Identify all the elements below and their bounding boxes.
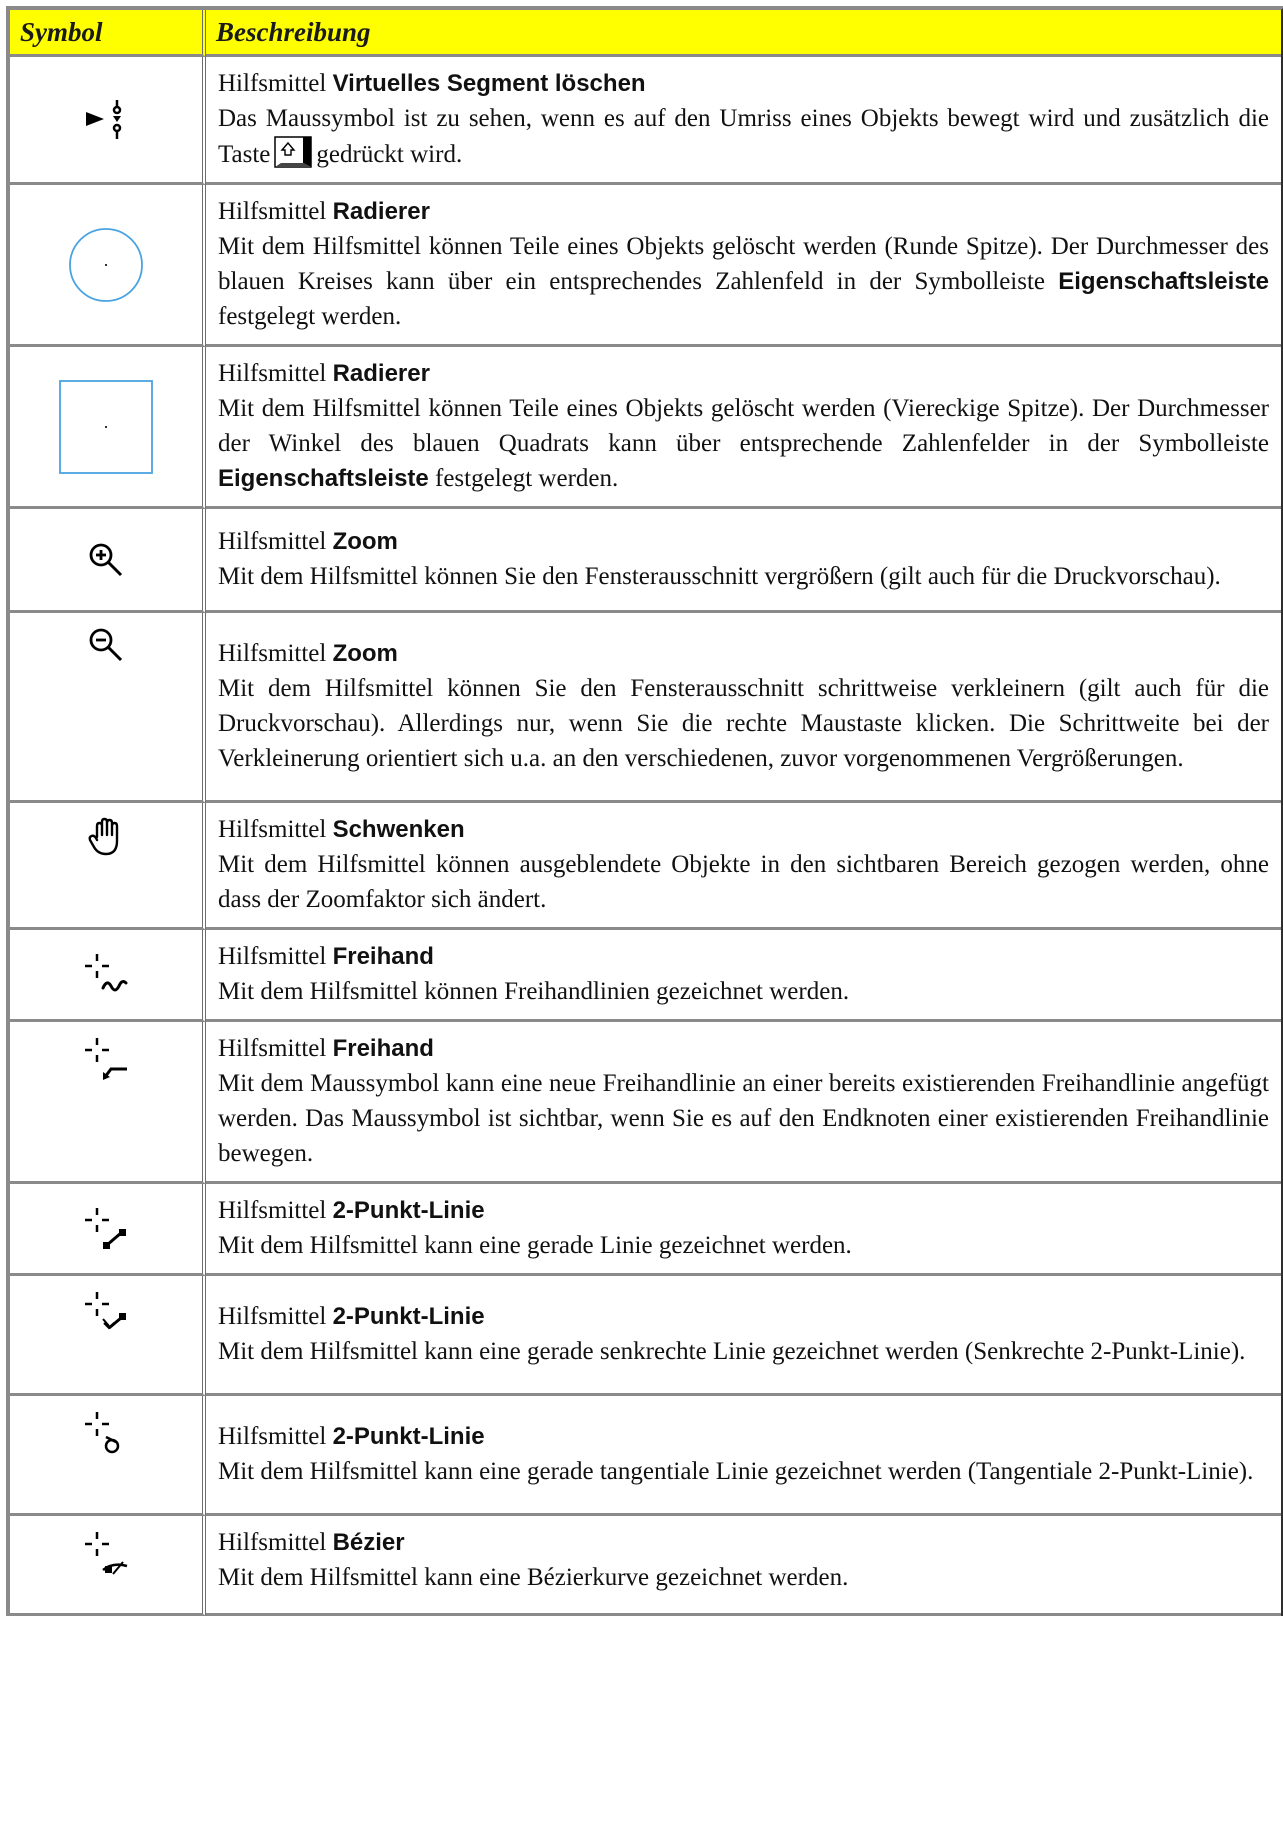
description-text: Mit dem Hilfsmittel können Teile eines Objekts gelöscht werden (Runde Spitze). Der Durchmesser des blauen Kreises kann über ein entsprechendes Zahlenfeld in der Symbolleiste xyxy=(218,233,1269,295)
description-text: Mit dem Hilfsmittel können ausgeblendete Objekte in den sichtbaren Bereich gezogen werden, ohne dass der Zoomfaktor sich ändert. xyxy=(218,851,1269,913)
tool-name: Virtuelles Segment löschen xyxy=(332,70,646,97)
tool-name: Freihand xyxy=(332,1035,434,1062)
tool-name: 2-Punkt-Linie xyxy=(332,1197,485,1224)
symbol-cell xyxy=(10,1516,206,1616)
table-row xyxy=(10,1276,1281,1396)
description-cell xyxy=(206,1276,1281,1396)
symbol-cell xyxy=(10,347,206,509)
symbol-cell xyxy=(10,1184,206,1276)
tool-name: 2-Punkt-Linie xyxy=(332,1303,485,1330)
description-text-end: festgelegt werden. xyxy=(435,465,619,492)
symbol-cell xyxy=(10,1396,206,1516)
description-cell xyxy=(206,1516,1281,1616)
symbol-cell xyxy=(10,613,206,803)
description-text: Mit dem Hilfsmittel kann eine gerade Linie gezeichnet werden. xyxy=(218,1232,852,1259)
tool-prefix: Hilfsmittel xyxy=(218,1303,327,1330)
tool-name: Zoom xyxy=(332,528,398,555)
delete-virtual-segment-cursor-icon xyxy=(84,98,128,142)
tool-prefix: Hilfsmittel xyxy=(218,1423,327,1450)
header-description: Beschreibung xyxy=(206,10,1281,57)
tool-prefix: Hilfsmittel xyxy=(218,198,327,225)
two-point-line-cursor-icon xyxy=(83,1206,129,1252)
tool-name: Radierer xyxy=(332,360,430,387)
description-text-end: festgelegt werden. xyxy=(218,303,402,330)
table-row xyxy=(10,57,1281,185)
symbol-cell xyxy=(10,509,206,613)
table-row xyxy=(10,613,1281,803)
tool-name: 2-Punkt-Linie xyxy=(332,1423,485,1450)
table-row xyxy=(10,185,1281,347)
description-cell xyxy=(206,803,1281,930)
tool-prefix: Hilfsmittel xyxy=(218,943,327,970)
tool-name: Freihand xyxy=(332,943,434,970)
table-row xyxy=(10,1022,1281,1184)
tool-prefix: Hilfsmittel xyxy=(218,528,327,555)
toolbar-keyword: Eigenschaftsleiste xyxy=(218,465,429,492)
toolbar-keyword: Eigenschaftsleiste xyxy=(1058,268,1269,295)
shift-key-icon xyxy=(274,136,312,168)
table-row xyxy=(10,930,1281,1022)
description-text: Das Maussymbol ist zu sehen, wenn es auf den Umriss eines Objekts bewegt wird und zusätzlich die Taste xyxy=(218,105,1269,168)
tool-prefix: Hilfsmittel xyxy=(218,1035,327,1062)
zoom-out-icon xyxy=(88,627,124,663)
description-text: Mit dem Hilfsmittel können Freihandlinien gezeichnet werden. xyxy=(218,978,850,1005)
description-text-end: gedrückt wird. xyxy=(316,141,463,168)
cursor-symbol-table xyxy=(6,6,1283,1616)
description-text: Mit dem Hilfsmittel kann eine Bézierkurve gezeichnet werden. xyxy=(218,1564,849,1591)
description-cell xyxy=(206,347,1281,509)
symbol-cell xyxy=(10,1022,206,1184)
pan-hand-icon xyxy=(87,817,125,857)
tool-prefix: Hilfsmittel xyxy=(218,360,327,387)
description-cell xyxy=(206,1022,1281,1184)
round-eraser-cursor-icon xyxy=(66,225,146,305)
tool-prefix: Hilfsmittel xyxy=(218,1529,327,1556)
table-row xyxy=(10,509,1281,613)
tangent-line-cursor-icon xyxy=(83,1410,129,1456)
table-header-row xyxy=(10,10,1281,57)
symbol-cell xyxy=(10,185,206,347)
symbol-cell xyxy=(10,803,206,930)
tool-prefix: Hilfsmittel xyxy=(218,640,327,667)
symbol-cell xyxy=(10,1276,206,1396)
description-text: Mit dem Maussymbol kann eine neue Freihandlinie an einer bereits existierenden Freihandlinie angefügt werden. Das Maussymbol ist sichtbar, wenn Sie es auf den Endknoten einer existierenden Freihandlinie bewegen. xyxy=(218,1070,1269,1167)
description-cell xyxy=(206,57,1281,185)
description-cell xyxy=(206,1396,1281,1516)
description-cell xyxy=(206,613,1281,803)
tool-name: Radierer xyxy=(332,198,430,225)
description-cell xyxy=(206,930,1281,1022)
table-row xyxy=(10,1184,1281,1276)
description-text: Mit dem Hilfsmittel können Teile eines Objekts gelöscht werden (Viereckige Spitze). Der Durchmesser der Winkel des blauen Quadrats kann über entsprechende Zahlenfelder in der Symbolleiste xyxy=(218,395,1269,457)
tool-name: Schwenken xyxy=(332,816,465,843)
tool-prefix: Hilfsmittel xyxy=(218,1197,327,1224)
zoom-in-icon xyxy=(88,542,124,578)
tool-prefix: Hilfsmittel xyxy=(218,816,327,843)
description-cell xyxy=(206,1184,1281,1276)
table-row xyxy=(10,1516,1281,1616)
freehand-append-cursor-icon xyxy=(83,1036,129,1082)
square-eraser-cursor-icon xyxy=(58,379,154,475)
tool-name: Zoom xyxy=(332,640,398,667)
freehand-cursor-icon xyxy=(83,952,129,998)
tool-name: Bézier xyxy=(332,1529,405,1556)
description-cell xyxy=(206,185,1281,347)
symbol-cell xyxy=(10,57,206,185)
description-text: Mit dem Hilfsmittel können Sie den Fensterausschnitt vergrößern (gilt auch für die Druckvorschau). xyxy=(218,563,1221,590)
table-row xyxy=(10,1396,1281,1516)
tool-prefix: Hilfsmittel xyxy=(218,70,327,97)
perpendicular-line-cursor-icon xyxy=(83,1290,129,1336)
description-text: Mit dem Hilfsmittel kann eine gerade tangentiale Linie gezeichnet werden (Tangentiale 2-Punkt-Linie). xyxy=(218,1458,1254,1485)
table-row xyxy=(10,803,1281,930)
bezier-cursor-icon xyxy=(83,1530,129,1576)
description-text: Mit dem Hilfsmittel können Sie den Fensterausschnitt schrittweise verkleinern (gilt auch für die Druckvorschau). Allerdings nur, wenn Sie die rechte Maustaste klicken. Die Schrittweite bei der Verkleinerung orientiert sich u.a. an den verschiedenen, zuvor vorgenommenen Vergrößerungen. xyxy=(218,675,1269,772)
description-cell xyxy=(206,509,1281,613)
header-symbol: Symbol xyxy=(10,10,206,57)
description-text: Mit dem Hilfsmittel kann eine gerade senkrechte Linie gezeichnet werden (Senkrechte 2-Punkt-Linie). xyxy=(218,1338,1246,1365)
table-row xyxy=(10,347,1281,509)
symbol-cell xyxy=(10,930,206,1022)
